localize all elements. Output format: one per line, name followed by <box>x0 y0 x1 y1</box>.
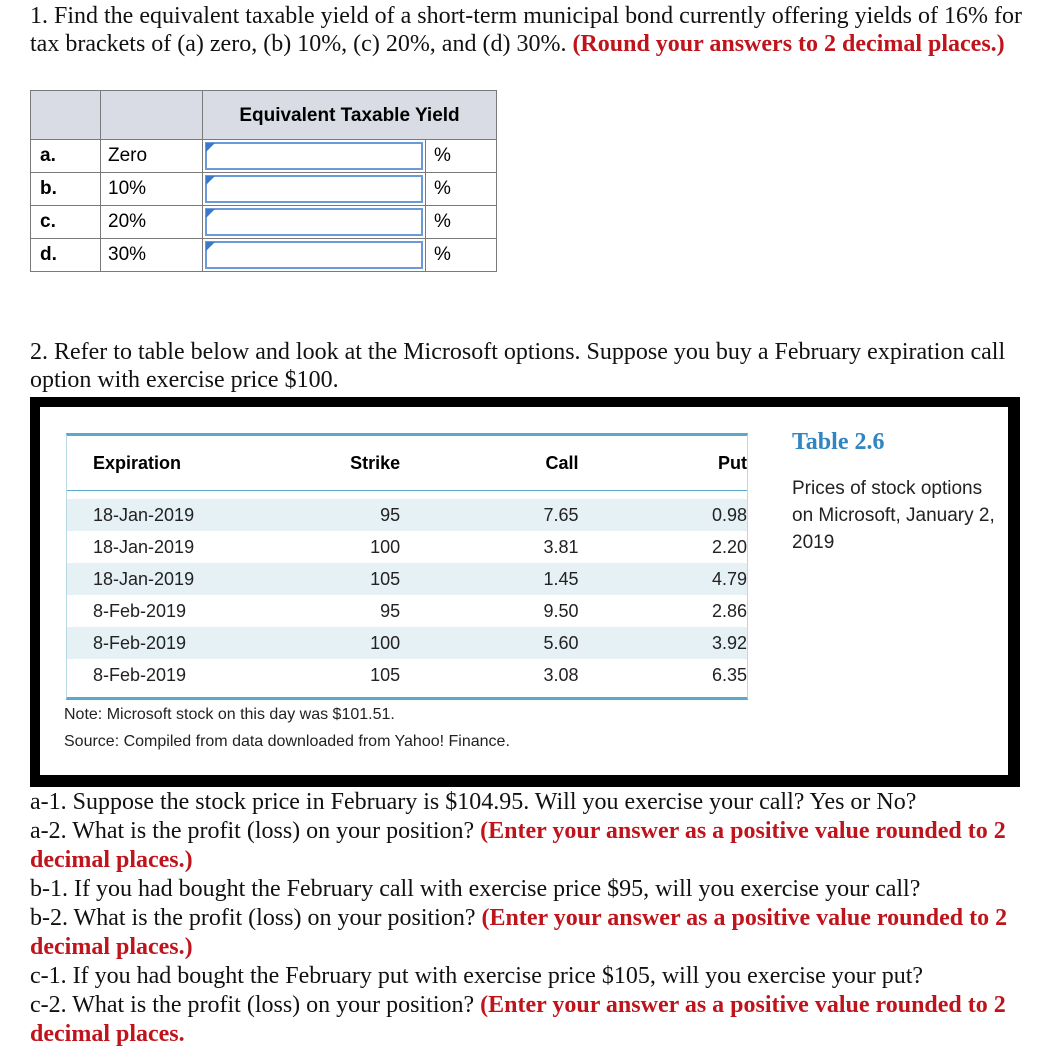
source-text: Source: Compiled from data downloaded from Yahoo! Finance. <box>64 733 510 750</box>
question-a1: a-1. Suppose the stock price in February is $104.95. Will you exercise your call? Yes or No? <box>30 789 917 815</box>
note-text: Note: Microsoft stock on this day was $101.51. <box>64 706 395 723</box>
options-figure <box>30 397 1020 787</box>
tax-bracket: 20% <box>101 206 203 239</box>
equivalent-yield-table <box>30 90 497 272</box>
table-row <box>31 206 497 239</box>
table-row <box>31 239 497 272</box>
question-1-text: 1. Find the equivalent taxable yield of a short-term municipal bond currently offering yields of 16% for tax brackets of (a) zero, (b) 10%, (c) 20%, and (d) 30%. <box>30 3 1022 57</box>
question-2: 2. Refer to table below and look at the Microsoft options. Suppose you buy a February expiration call option with exercise price $100. <box>30 339 1006 393</box>
question-b1: b-1. If you had bought the February call with exercise price $95, will you exercise your call? <box>30 876 921 902</box>
table-row <box>31 140 497 173</box>
header-call: Call <box>545 452 579 473</box>
input-marker-icon <box>206 176 215 185</box>
options-figure-panel <box>40 407 1008 775</box>
answer-input-c[interactable] <box>205 208 423 236</box>
percent-unit: % <box>426 140 497 173</box>
table-row: 18-Jan-2019 100 3.81 2.20 <box>93 536 747 557</box>
question-c1: c-1. If you had bought the February put with exercise price $105, will you exercise your put? <box>30 963 924 989</box>
table-caption: Prices of stock options on Microsoft, January 2, 2019 <box>792 478 995 553</box>
question-1-instruction: (Round your answers to 2 decimal places.) <box>572 31 1005 57</box>
percent-unit: % <box>426 173 497 206</box>
table-row: 18-Jan-2019 95 7.65 0.98 <box>67 499 747 531</box>
row-letter: d. <box>31 239 101 272</box>
question-b2: b-2. What is the profit (loss) on your position? (Enter your answer as a positive value rounded to 2 decimal places.) <box>30 905 1008 960</box>
row-letter: c. <box>31 206 101 239</box>
table-row: 8-Feb-2019 100 5.60 3.92 <box>67 627 747 659</box>
options-header-row <box>67 436 747 491</box>
header-strike: Strike <box>350 452 401 473</box>
table-row: 8-Feb-2019 105 3.08 6.35 <box>93 664 747 685</box>
input-marker-icon <box>206 143 215 152</box>
sub-questions <box>30 788 1035 1049</box>
table-header-row <box>31 91 497 140</box>
question-1 <box>30 2 1030 58</box>
percent-unit: % <box>426 206 497 239</box>
input-marker-icon <box>206 242 215 251</box>
tax-bracket: Zero <box>101 140 203 173</box>
percent-unit: % <box>426 239 497 272</box>
table-note <box>64 701 510 755</box>
row-letter: a. <box>31 140 101 173</box>
equivalent-yield-header: Equivalent Taxable Yield <box>203 91 497 140</box>
table-row <box>31 173 497 206</box>
answer-input-b[interactable] <box>205 175 423 203</box>
answer-input-a[interactable] <box>205 142 423 170</box>
question-c2: c-2. What is the profit (loss) on your position? (Enter your answer as a positive value rounded to 2 decimal places. <box>30 992 1006 1047</box>
table-row: 8-Feb-2019 95 9.50 2.86 <box>93 600 747 621</box>
input-marker-icon <box>206 209 215 218</box>
header-put: Put <box>717 452 747 473</box>
table-row: 18-Jan-2019 105 1.45 4.79 <box>67 563 747 595</box>
header-expiration: Expiration <box>93 452 182 473</box>
table-title: Table 2.6 <box>792 429 885 455</box>
tax-bracket: 30% <box>101 239 203 272</box>
row-letter: b. <box>31 173 101 206</box>
tax-bracket: 10% <box>101 173 203 206</box>
options-table <box>66 433 748 700</box>
answer-input-d[interactable] <box>205 241 423 269</box>
question-a2: a-2. What is the profit (loss) on your position? (Enter your answer as a positive value rounded to 2 decimal places.) <box>30 818 1006 873</box>
